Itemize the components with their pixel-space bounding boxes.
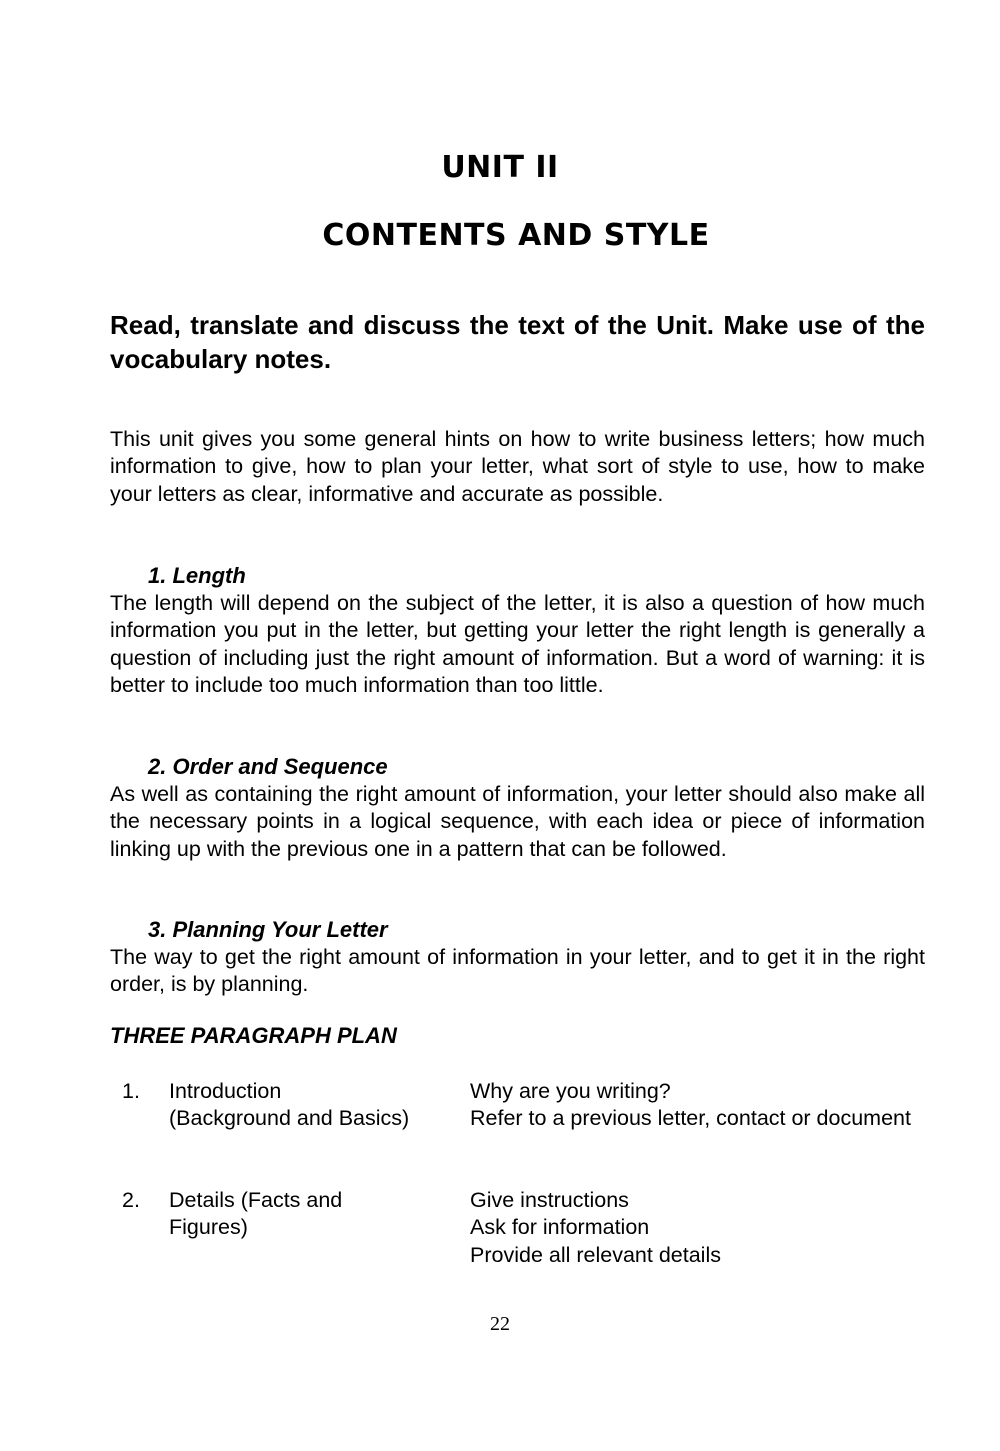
plan-item-line: Introduction	[169, 1079, 282, 1103]
plan-desc-line: Give instructions	[470, 1188, 629, 1212]
plan-row-description	[470, 1187, 914, 1269]
plan-row-description	[470, 1078, 914, 1133]
section-heading-order: 2. Order and Sequence	[148, 754, 388, 779]
plan-title: THREE PARAGRAPH PLAN	[110, 1023, 397, 1048]
intro-paragraph: This unit gives you some general hints on how to write business letters; how much information to give, how to plan your letter, what sort of style to use, how to make your letters as clear, informative and accurate as possible.	[110, 427, 925, 506]
plan-row-item	[169, 1187, 459, 1242]
plan-row-number: 1.	[122, 1079, 140, 1103]
section-text-planning: The way to get the right amount of information in your letter, and to get it in the right order, is by planning.	[110, 945, 925, 997]
plan-item-line: Details (Facts and	[169, 1188, 343, 1212]
plan-item-line: (Background and Basics)	[169, 1106, 410, 1131]
unit-title: UNIT II	[441, 150, 559, 185]
plan-item-line: Figures)	[169, 1215, 248, 1240]
plan-desc-line: Ask for information	[470, 1215, 650, 1240]
section-heading-length: 1. Length	[148, 563, 246, 588]
plan-desc-line: Provide all relevant details	[470, 1242, 721, 1267]
plan-row-item	[169, 1078, 459, 1133]
plan-desc-line: Refer to a previous letter, contact or document	[470, 1106, 911, 1131]
plan-row-number: 2.	[122, 1188, 140, 1212]
section-heading-planning: 3. Planning Your Letter	[148, 917, 388, 942]
section-text-order: As well as containing the right amount of information, your letter should also make all the necessary points in a logical sequence, with each idea or piece of information linking up with the previous one in a pattern that can be followed.	[110, 782, 925, 861]
section-text-length: The length will depend on the subject of the letter, it is also a question of how much information you put in the letter, but getting your letter the right length is generally a question of including just the right amount of information. But a word of warning: it is better to include too much information than too little.	[110, 591, 925, 697]
page-number: 22	[490, 1313, 510, 1335]
instruction-text: Read, translate and discuss the text of the Unit. Make use of the vocabulary notes.	[110, 310, 925, 374]
page-title: CONTENTS AND STYLE	[322, 218, 710, 253]
plan-desc-line: Why are you writing?	[470, 1079, 671, 1103]
